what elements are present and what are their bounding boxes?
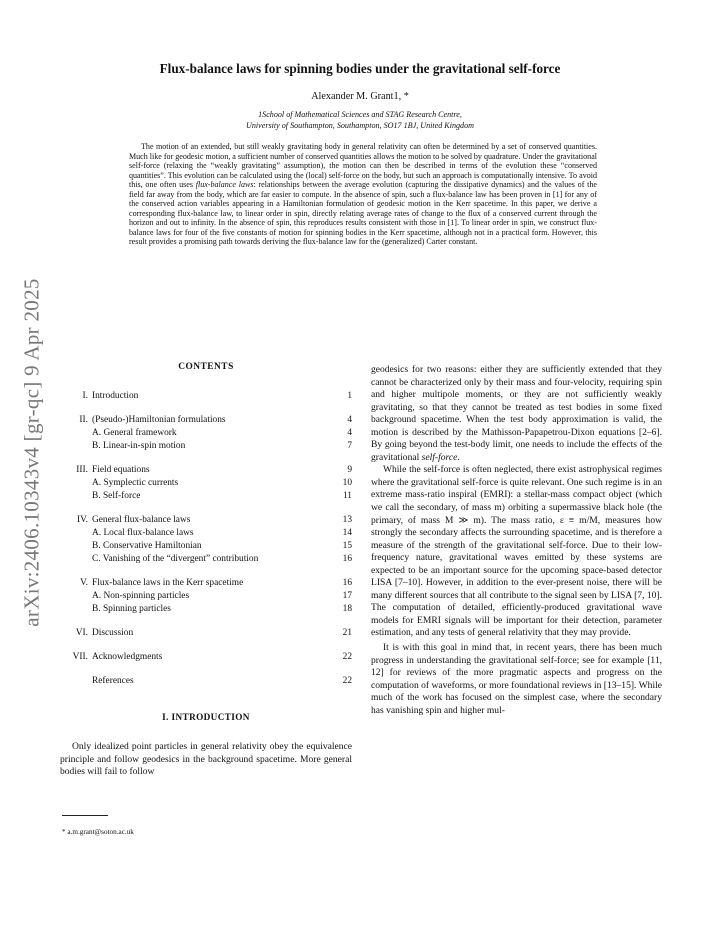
right-paragraph-3: It is with this goal in mind that, in recent years, there has been much progress in understanding the gravitational self-force; see for example [11, 12] for reviews of the more pragmatic aspects and progress on the computation of waveforms, or more foundational reviews in [13–15]. While much of the work has focused on the simplest case, where the secondary has vanishing spin and higher mul- <box>371 642 662 716</box>
toc-page-number: 18 <box>342 604 352 614</box>
left-column <box>60 362 352 836</box>
toc-subsection-label: A. Symplectic currents <box>92 478 179 488</box>
toc-section-label: Flux-balance laws in the Kerr spacetime <box>92 578 244 588</box>
toc-entry[interactable] <box>60 553 352 566</box>
toc-entry[interactable] <box>60 427 352 440</box>
toc-subsection-label: B. Conservative Hamiltonian <box>92 541 202 551</box>
toc-section-number: VI. <box>75 628 88 638</box>
right-paragraph-1-end: . <box>457 451 460 463</box>
footnote-email: * a.m.grant@soton.ac.uk <box>62 827 134 836</box>
toc-group <box>60 651 352 664</box>
arxiv-id: arXiv:2406.10343v4 [gr-qc] 9 Apr 2025 <box>19 277 44 627</box>
toc-entry[interactable] <box>60 390 352 403</box>
toc-page-number: 4 <box>347 428 352 438</box>
toc-entry[interactable] <box>60 464 352 477</box>
affiliation-line-2: University of Southampton, Southampton, SO17 1BJ, United Kingdom <box>246 121 474 130</box>
toc-section-label: (Pseudo-)Hamiltonian formulations <box>92 415 226 425</box>
paper-title: Flux-balance laws for spinning bodies under the gravitational self-force <box>159 61 561 76</box>
toc-section-number <box>60 675 92 688</box>
toc-entry[interactable] <box>60 675 352 688</box>
toc-entry[interactable] <box>60 490 352 503</box>
introduction-paragraph: Only idealized point particles in general relativity obey the equivalence principle and follow geodesics in the background spacetime. More general bodies will fail to follow <box>60 741 352 778</box>
toc-section-label: References <box>92 676 134 686</box>
right-paragraph-1 <box>371 364 662 464</box>
arxiv-sidebar-stamp <box>14 262 50 642</box>
toc-entry[interactable] <box>60 477 352 490</box>
abstract-text-2: : relationships between the average evolution (capturing the dissipative dynamics) and the values of the field far away from the body, which are far easier to compute. In the absence of spin, such a flux-balance law has been proven in [1] for any of the conserved action variables appearing in a Hamiltonian formulation of geodesic motion in the Kerr spacetime. In this paper, we derive a corresponding flux-balance law, to linear order in spin, directly relating average rates of change to the flux of a conserved current through the horizon and out to infinity. In the absence of spin, this reproduces results consistent with those in [1]. To linear order in spin, we construct flux-balance laws for four of the five constants of motion for spinning bodies in the Kerr spacetime, although not in a practical form. However, this result provides a promising path towards deriving the flux-balance law for the (generalized) Carter constant. <box>129 180 597 247</box>
toc-entry[interactable] <box>60 540 352 553</box>
toc-subsection-label: C. Vanishing of the “divergent” contribution <box>92 554 259 564</box>
contents-heading: CONTENTS <box>178 362 234 372</box>
toc-section-number: IV. <box>76 515 88 525</box>
toc-page-number: 16 <box>342 578 352 588</box>
toc-section-label: Acknowledgments <box>92 652 163 662</box>
toc-group <box>60 414 352 453</box>
toc-subsection-label: B. Self-force <box>92 491 141 501</box>
toc-subsection-label: B. Spinning particles <box>92 604 171 614</box>
toc-section-number: III. <box>76 465 88 475</box>
toc-page-number: 13 <box>342 515 352 525</box>
toc-subsection-label: A. General framework <box>92 428 177 438</box>
toc-entry[interactable] <box>60 577 352 590</box>
toc-entry[interactable] <box>60 603 352 616</box>
toc-section-number: II. <box>79 415 88 425</box>
toc-entry[interactable] <box>60 514 352 527</box>
author-line: Alexander M. Grant1, * <box>311 91 409 102</box>
self-force-emphasis: self-force <box>421 451 458 463</box>
table-of-contents <box>60 390 352 688</box>
toc-page-number: 16 <box>342 554 352 564</box>
toc-section-label: Introduction <box>92 391 139 401</box>
toc-group <box>60 390 352 403</box>
toc-entry[interactable] <box>60 627 352 640</box>
toc-page-number: 11 <box>342 491 352 501</box>
right-column <box>371 364 662 717</box>
toc-subsection-label: A. Non-spinning particles <box>92 591 190 601</box>
toc-section-label: Discussion <box>92 628 134 638</box>
toc-page-number: 9 <box>347 465 352 475</box>
abstract-emphasis: flux-balance laws <box>195 180 254 190</box>
toc-entry[interactable] <box>60 590 352 603</box>
toc-section-number: V. <box>80 578 88 588</box>
footnote-rule <box>62 815 108 816</box>
toc-entry[interactable] <box>60 414 352 427</box>
toc-section-number: VII. <box>72 652 88 662</box>
toc-page-number: 22 <box>342 652 352 662</box>
toc-page-number: 10 <box>342 478 352 488</box>
toc-section-label: Field equations <box>92 465 150 475</box>
toc-page-number: 15 <box>342 541 352 551</box>
toc-subsection-label: A. Local flux-balance laws <box>92 528 194 538</box>
right-paragraph-2: While the self-force is often neglected, there exist astrophysical regimes where the gravitational self-force is quite relevant. One such regime is in an extreme mass-ratio inspiral (EMRI): a stellar-mass compact object (which we call the secondary, of mass m) orbiting a supermassive black hole (the primary, of mass M ≫ m). The mass ratio, ε ≡ m/M, measures how strongly the secondary affects the surrounding spacetime, and is therefore a measure of the strength of the gravitational self-force. Due to their low-frequency nature, gravitational waves emitted by these systems are expected to be an important source for the upcoming space-based detector LISA [7–10]. However, in addition to the ever-present noise, there will be many different sources that all contribute to the signal seen by LISA [7, 10]. The computation of detailed, efficiently-produced gravitational wave models for EMRI signals will be important for their detection, parameter estimation, and any tests of general relativity that they may provide. <box>371 464 662 639</box>
toc-page-number: 17 <box>342 591 352 601</box>
toc-group <box>60 464 352 503</box>
toc-page-number: 21 <box>342 628 352 638</box>
toc-page-number: 14 <box>342 528 352 538</box>
abstract <box>129 142 597 247</box>
toc-group <box>60 627 352 640</box>
toc-section-number: I. <box>82 391 88 401</box>
toc-entry[interactable] <box>60 440 352 453</box>
abstract-text-1: The motion of an extended, but still weakly gravitating body in general relativity can often be determined by a set of conserved quantities. Much like for geodesic motion, a sufficient number of conserved quantities allows the motion to be solved by quadrature. Under the gravitational self-force (relaxing the “weakly gravitating” assumption), the motion can then be described in terms of the evolution these “conserved quantities”. This evolution can be calculated using the (local) self-force on the body, but such an approach is computationally intensive. To avoid this, one often uses <box>129 142 598 190</box>
toc-entry[interactable] <box>60 527 352 540</box>
toc-page-number: 7 <box>347 441 352 451</box>
toc-page-number: 4 <box>347 415 352 425</box>
toc-section-label: General flux-balance laws <box>92 515 191 525</box>
introduction-heading: I. INTRODUCTION <box>162 712 250 722</box>
toc-page-number: 1 <box>347 391 352 401</box>
toc-entry[interactable] <box>60 651 352 664</box>
toc-group <box>60 577 352 616</box>
affiliation <box>60 109 660 131</box>
toc-group <box>60 514 352 566</box>
toc-group <box>60 675 352 688</box>
affiliation-line-1: 1School of Mathematical Sciences and STAG Research Centre, <box>258 110 462 119</box>
right-paragraph-1-text: geodesics for two reasons: either they are sufficiently extended that they cannot be characterized only by their mass and four-velocity, requiring spin and higher multipole moments, or they are not sufficiently weakly gravitating, so that they cannot be treated as test bodies in some fixed background spacetime. When the test body approximation is valid, the motion is described by the Mathisson-Papapetrou-Dixon equations [2–6]. By going beyond the test-body limit, one needs to include the effects of the gravitational <box>371 364 662 463</box>
toc-page-number: 22 <box>342 676 352 686</box>
toc-subsection-label: B. Linear-in-spin motion <box>92 441 186 451</box>
